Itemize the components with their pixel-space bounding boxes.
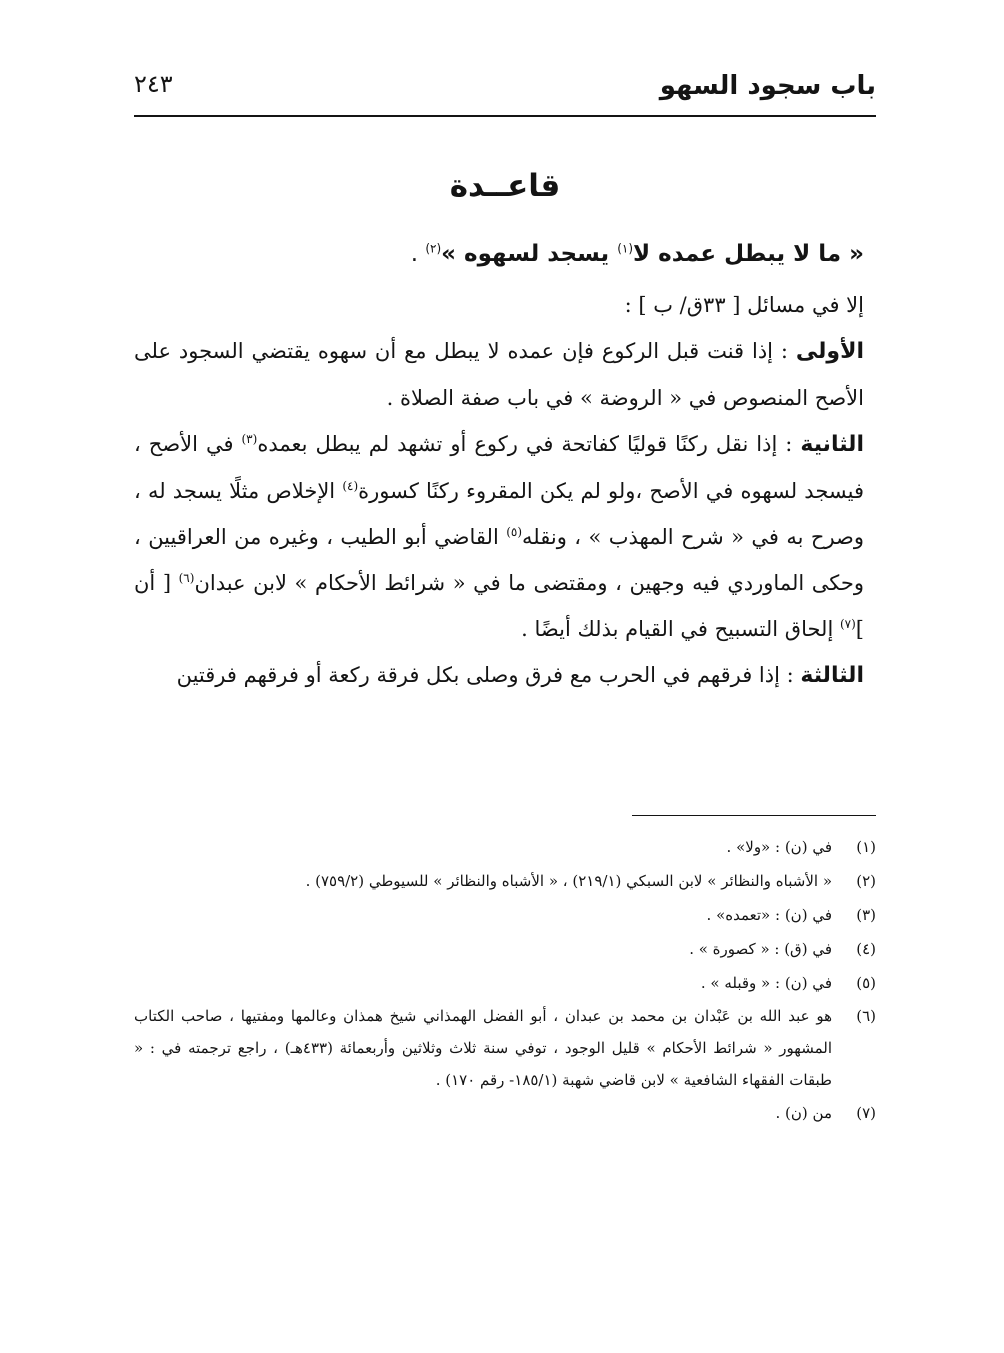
- footnote-text: في (ن) : «ولا» .: [726, 838, 832, 856]
- paragraph-text-third: : إذا فرقهم في الحرب مع فرق وصلى بكل فرقة ركعة أو فرقهم فرقتين: [176, 663, 801, 687]
- rule-text-a: « ما لا يبطل عمده لا: [633, 241, 864, 267]
- intro-line: إلا في مسائل [ ٣٣ق/ ب ] :: [624, 293, 864, 317]
- footnote-ref-7: (٧): [839, 617, 856, 631]
- footnote: [134, 1000, 876, 1096]
- paragraph-text-first: : إذا قنت قبل الركوع فإن عمده لا يبطل مع أن سهوه يقتضي السجود على الأصح المنصوص في « الروضة » في باب صفة الصلاة .: [134, 339, 864, 410]
- footnote: [134, 966, 876, 1000]
- footnote-ref-2: (٢): [425, 241, 442, 256]
- footnote-text: هو عبد الله بن عَبْدان بن محمد بن عبدان ، أبو الفضل الهمذاني شيخ همذان وعالمها ومفتيها ، صاحب الكتاب المشهور « شرائط الأحكام » قليل الوجود ، توفي سنة ثلاث وثلاثين وأربعمائة (٤٣٣هـ) ، راجع ترجمته في : « طبقات الفقهاء الشافعية » لابن قاضي شهبة (١٨٥/١- رقم ١٧٠) .: [134, 1007, 832, 1089]
- paragraph-lead-third: الثالثة: [800, 663, 864, 688]
- footnote-text: في (ق) : « كصورة » .: [689, 940, 832, 958]
- rule-statement: [134, 236, 876, 272]
- paragraph-lead-first: الأولى: [795, 339, 864, 364]
- footnote: [134, 864, 876, 898]
- section-title: قاعــدة: [449, 168, 561, 204]
- footnote-number: (٢): [856, 872, 876, 890]
- footnote-ref-6: (٦): [178, 571, 195, 585]
- rule-text-b: يسجد لسهوه »: [441, 241, 618, 267]
- footnote-text: في (ن) : « وقبله » .: [700, 974, 832, 992]
- rule-text-c: .: [410, 241, 426, 267]
- footnote: [134, 898, 876, 932]
- paragraph-text-second-3: الإخلاص مثلًا يسجد له ، وصرح به في « شرح المهذب » ، ونقله: [134, 479, 865, 549]
- footnote: [134, 932, 876, 966]
- footnote-ref-3: (٣): [241, 432, 258, 446]
- footnote-text: من (ن) .: [775, 1104, 832, 1122]
- paragraph-text-second-1: : إذا نقل ركنًا قوليًا كفاتحة في ركوع أو تشهد لم يبطل بعمده: [257, 432, 801, 456]
- paragraph-third: [134, 652, 876, 699]
- paragraph-lead-second: الثانية: [800, 432, 864, 457]
- page-number: ٢٤٣: [134, 70, 173, 98]
- footnote: [134, 830, 876, 864]
- footnote-text: في (ن) : «تعمده» .: [706, 906, 832, 924]
- footnote-ref-1: (١): [617, 241, 634, 256]
- paragraph-first: [134, 328, 876, 421]
- paragraph-second: [134, 421, 876, 652]
- footnotes: [134, 830, 876, 1130]
- running-header: [134, 64, 876, 112]
- footnote-number: (٤): [856, 940, 876, 958]
- footnote-number: (٦): [856, 1007, 876, 1025]
- header-divider: [134, 115, 876, 117]
- footnote-number: (٧): [856, 1104, 876, 1122]
- footnote: [134, 1096, 876, 1130]
- footnote-divider: [632, 815, 876, 816]
- paragraph-text-second-4: القاضي أبو الطيب ، وغيره من العراقيين ، وحكى الماوردي فيه وجهين ، ومقتضى ما في « شرائط الأحكام » لابن عبدان: [134, 525, 864, 595]
- paragraph-text-second-2: في الأصح ، فيسجد لسهوه في الأصح ،ولو لم يكن المقروء ركنًا كسورة: [134, 432, 864, 503]
- chapter-title: باب سجود السهو: [659, 71, 876, 101]
- footnote-text: « الأشباه والنظائر » لابن السبكي (٢١٩/١) ، « الأشباه والنظائر » للسيوطي (٧٥٩/٢) .: [305, 872, 832, 890]
- main-text: [134, 158, 876, 699]
- footnote-ref-5: (٥): [506, 525, 523, 539]
- paragraph-text-second-5: [ أن ]: [134, 571, 864, 641]
- paragraph-text-second-6: إلحاق التسبيح في القيام بذلك أيضًا .: [521, 617, 840, 641]
- footnote-number: (٥): [856, 974, 876, 992]
- footnote-number: (١): [856, 838, 876, 856]
- footnote-number: (٣): [856, 906, 876, 924]
- footnote-ref-4: (٤): [342, 479, 359, 493]
